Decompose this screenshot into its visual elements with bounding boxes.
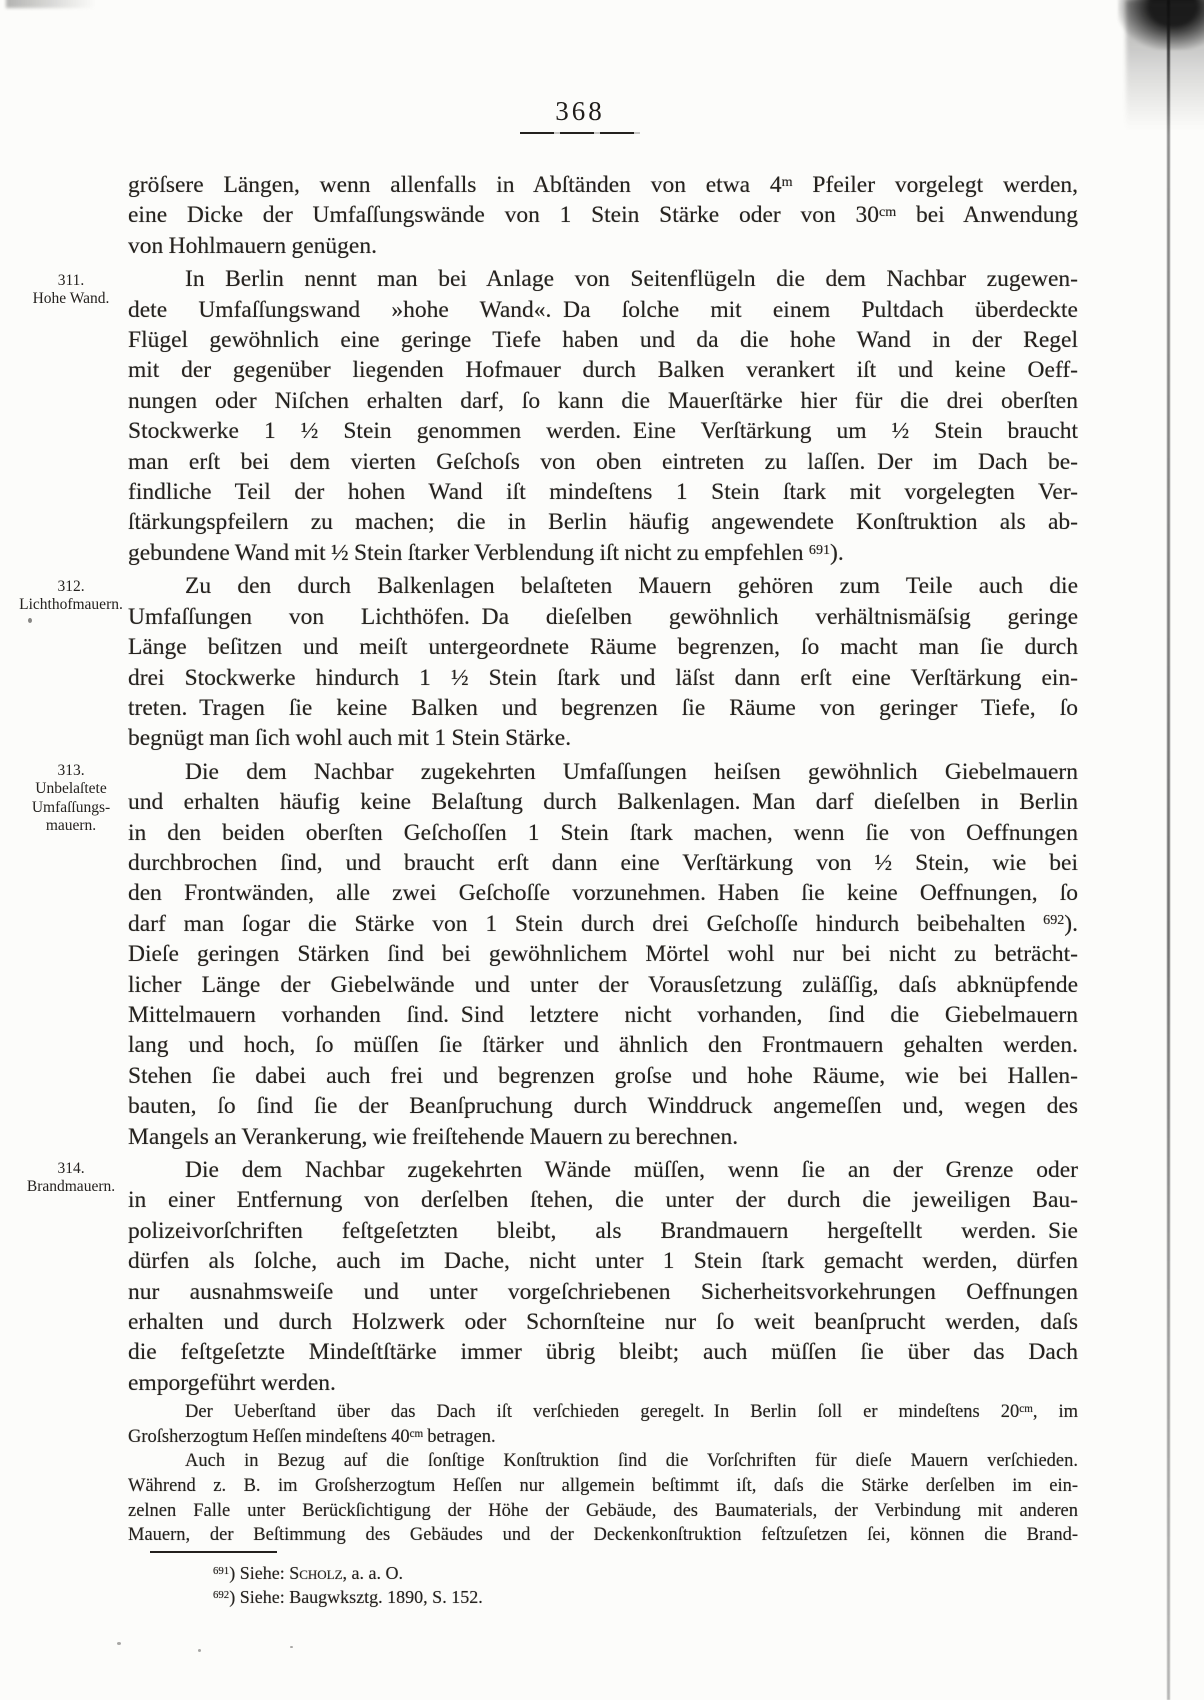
- superscript-reference: 692: [1043, 912, 1065, 929]
- text-line: mit der gegenüber liegenden Hofmauer durch Balken verankert iſt und keine Oeff-: [128, 357, 1078, 384]
- text-line: Dieſe geringen Stärken ſind bei gewöhnlichem Mörtel wohl nur bei nicht zu beträcht-: [128, 941, 1078, 968]
- scan-gutter-line-right: [1167, 0, 1170, 1700]
- text-line: Zu den durch Balkenlagen belaſteten Mauern gehören zum Teile auch die: [185, 573, 1078, 600]
- text-line: licher Länge der Giebelwände und unter der Vorausſetzung zuläſſig, daſs abknüpfende: [128, 971, 1078, 998]
- text-line: In Berlin nennt man bei Anlage von Seitenflügeln die dem Nachbar zugewen-: [185, 266, 1078, 293]
- text-line: Länge beſitzen und meiſt untergeordnete Räume begrenzen, ſo macht man ſie durch: [128, 634, 1078, 661]
- page-number-rule: [520, 132, 640, 134]
- text-line: Während z. B. im Groſsherzogtum Heſſen nur allgemein beſtimmt iſt, daſs die Stärke derſelben im ein-: [128, 1476, 1078, 1497]
- margin-note-label: [12, 596, 130, 614]
- text-line: in einer Entfernung von derſelben ſtehen, die unter der durch die jeweiligen Bau-: [128, 1187, 1078, 1214]
- text-line: ſtärkungspfeilern zu machen; die in Berlin häufig angewendete Konſtruktion als ab-: [128, 509, 1078, 536]
- text-line: mauern.: [45, 817, 97, 835]
- text-line: Umfaſſungen von Lichthöfen. Da dieſelben gewöhnlich verhältnismäſsig geringe: [128, 603, 1078, 630]
- text-line: Stockwerke 1 ½ Stein genommen werden. Eine Verſtärkung um ½ Stein braucht: [128, 418, 1078, 445]
- text-line: dürfen als ſolche, auch im Dache, nicht unter 1 Stein ſtark gemacht werden, dürfen: [128, 1248, 1078, 1275]
- margin-note-label: [12, 780, 130, 835]
- text-line: polizeivorſchriften feſtgeſetzten bleibt, als Brandmauern hergeſtellt werden. Sie: [128, 1217, 1078, 1244]
- small-caps-name: Scholz: [289, 1562, 343, 1583]
- scan-speck: [290, 1646, 293, 1648]
- scan-speck: [117, 1642, 121, 1645]
- margin-note-number: 312.: [57, 578, 85, 595]
- paragraph-312-lichthofmauern: [128, 571, 1078, 753]
- text-line: Die dem Nachbar zugekehrten Umfaſſungen heiſsen gewöhnlich Giebelmauern: [185, 758, 1078, 785]
- margin-note-313-unbelastete-umfassungsmauern: [12, 762, 130, 836]
- text-line: findliche Teil der hohen Wand iſt mindeſtens 1 Stein ſtark mit vorgelegten Ver-: [128, 479, 1078, 506]
- margin-note-label: [12, 1178, 130, 1196]
- text-line: Umfaſſungs-: [31, 798, 111, 816]
- text-line: Unbelaſtete: [35, 780, 107, 798]
- text-line: Lichthofmauern.: [19, 596, 123, 614]
- text-line: zelnen Falle unter Berückſichtigung der Höhe der Gebäude, des Baumaterials, der Verbindung mit anderen: [128, 1500, 1078, 1521]
- text-line: eine Dicke der Umfaſſungswände von 1 Stein Stärke oder von $30^{cm}$ bei Anwendung: [128, 202, 1078, 229]
- superscript-reference: 691: [213, 1564, 230, 1577]
- text-line: Stehen ſie dabei auch frei und begrenzen groſse und hohe Räume, wie bei Hallen-: [128, 1062, 1078, 1089]
- paragraph-311-hohe-wand: [128, 264, 1078, 568]
- text-line: Mangels an Verankerung, wie freiſtehende Mauern zu berechnen.: [128, 1123, 739, 1150]
- footnotes: [128, 1561, 1078, 1609]
- paragraph-continuation: [128, 170, 1078, 261]
- text-line: erhalten und durch Holzwerk oder Schornſteine nur ſo weit beanſprucht werden, daſs: [128, 1309, 1078, 1336]
- superscript-reference: 692: [213, 1588, 230, 1601]
- text-line: man erſt bei dem vierten Geſchoſs von oben eintreten zu laſſen. Der im Dach be-: [128, 448, 1078, 475]
- page-header: [0, 96, 1160, 134]
- text-line: lang und hoch, ſo müſſen ſie ſtärker und ähnlich den Frontmauern gehalten werden.: [128, 1032, 1078, 1059]
- text-line: durchbrochen ſind, und braucht erſt dann eine Verſtärkung von ½ Stein, wie bei: [128, 849, 1078, 876]
- scan-speck: [28, 618, 32, 623]
- text-line: und erhalten häufig keine Belaſtung durch Balkenlagen. Man darf dieſelben in Berlin: [128, 789, 1078, 816]
- text-line: nur ausnahmsweiſe und unter vorgeſchriebenen Sicherheitsvorkehrungen Oeffnungen: [128, 1278, 1078, 1305]
- superscript-reference: cm: [409, 1427, 424, 1440]
- text-line: begnügt man ſich wohl auch mit 1 Stein Stärke.: [128, 725, 572, 752]
- text-line: gröſsere Längen, wenn allenfalls in Abſtänden von etwa 4$^m$ Pfeiler vorgelegt werden,: [128, 172, 1078, 198]
- text-line: Mauern, der Beſtimmung des Gebäudes und der Deckenkonſtruktion feſtzuſetzen ſei, können die Brand-: [128, 1525, 1078, 1546]
- superscript-reference: m: [781, 173, 793, 190]
- text-line: treten. Tragen ſie keine Balken und begrenzen ſie Räume von geringer Tiefe, ſo: [128, 694, 1078, 721]
- text-line: dete Umfaſſungswand »hohe Wand«. Da ſolche mit einem Pultdach überdeckte: [128, 296, 1078, 323]
- text-line: nungen oder Niſchen erhalten darf, ſo kann die Mauerſtärke hier für die drei oberſten: [128, 387, 1078, 414]
- margin-note-314-brandmauern: [12, 1160, 130, 1197]
- page-number: 368: [555, 96, 605, 126]
- paragraph-small-konstruktion: [128, 1449, 1078, 1547]
- text-line: Groſsherzogtum Heſſen mindeſtens $40^{cm}$ betragen.: [128, 1426, 496, 1447]
- paragraph-small-ueberstand: [128, 1400, 1078, 1449]
- text-line: darf man ſogar die Stärke von 1 Stein durch drei Geſchoſſe hindurch beibehalten $^{692}$).: [128, 910, 1078, 937]
- text-line: die feſtgeſetzte Mindeſtſtärke immer übrig bleibt; auch müſſen ſie über das Dach: [128, 1339, 1078, 1366]
- margin-note-label: [12, 290, 130, 308]
- scan-speck: [198, 1649, 201, 1652]
- margin-note-number: 311.: [57, 272, 85, 289]
- scan-smudge-top-left: [6, 0, 96, 8]
- text-line: drei Stockwerke hindurch 1 ½ Stein ſtark und läſst dann erſt eine Verſtärkung ein-: [128, 664, 1078, 691]
- margin-note-number: 313.: [57, 762, 85, 779]
- text-line: Brandmauern.: [26, 1178, 116, 1196]
- text-line: $^{692}$) Siehe: Baugwksztg. 1890, S. 152.: [213, 1586, 483, 1607]
- text-line: Hohe Wand.: [32, 290, 110, 308]
- text-line: $^{691}$) Siehe: Scholz, a. a. O.: [213, 1562, 404, 1583]
- text-column: [128, 170, 1078, 1609]
- text-line: gebundene Wand mit ½ Stein ſtarker Verblendung iſt nicht zu empfehlen $^{691}$).: [128, 539, 844, 566]
- text-line: Der Ueberſtand über das Dach iſt verſchieden geregelt. In Berlin ſoll er mindeſtens $20^{cm}$, im: [185, 1402, 1079, 1423]
- superscript-reference: cm: [878, 204, 897, 221]
- text-line: bauten, ſo ſind ſie der Beanſpruchung durch Winddruck angemeſſen und, wegen des: [128, 1093, 1078, 1120]
- margin-note-311-hohe-wand: [12, 272, 130, 309]
- text-line: Die dem Nachbar zugekehrten Wände müſſen, wenn ſie an der Grenze oder: [185, 1157, 1078, 1183]
- text-line: Auch in Bezug auf die ſonſtige Konſtruktion ſind die Vorſchriften für dieſe Mauern verſchieden.: [185, 1451, 1078, 1472]
- footnote-separator-rule: [150, 1551, 277, 1553]
- superscript-reference: cm: [1019, 1403, 1033, 1416]
- text-line: von Hohlmauern genügen.: [128, 232, 377, 259]
- text-line: Flügel gewöhnlich eine geringe Tiefe haben und da die hohe Wand in der Regel: [128, 327, 1078, 354]
- paragraph-313-unbelastete-umfassungsmauern: [128, 757, 1078, 1152]
- superscript-reference: 691: [808, 541, 831, 558]
- text-line: emporgeführt werden.: [128, 1369, 336, 1396]
- text-line: in den beiden oberſten Geſchoſſen 1 Stein ſtark machen, wenn ſie von Oeffnungen: [128, 819, 1078, 846]
- text-line: Mittelmauern vorhanden ſind. Sind letztere nicht vorhanden, ſind die Giebelmauern: [128, 1001, 1078, 1028]
- text-line: den Frontwänden, alle zwei Geſchoſſe vorzunehmen. Haben ſie keine Oeffnungen, ſo: [128, 880, 1078, 907]
- margin-note-number: 314.: [57, 1160, 85, 1177]
- margin-note-312-lichthofmauern: [12, 578, 130, 615]
- paragraph-314-brandmauern: [128, 1155, 1078, 1398]
